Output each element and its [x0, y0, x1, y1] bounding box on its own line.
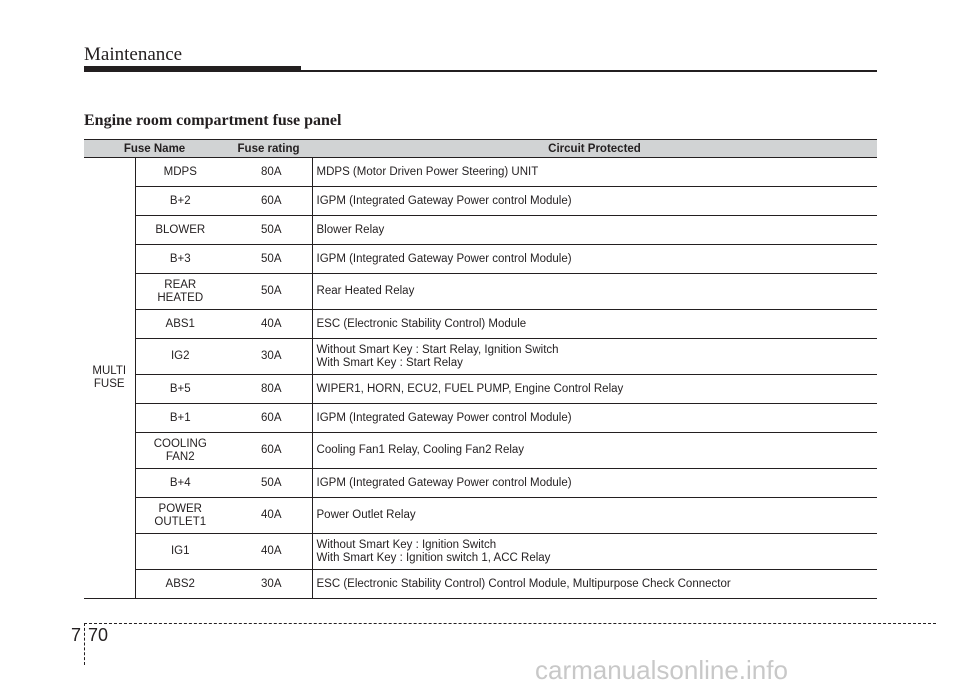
fuse-name-cell — [135, 310, 225, 339]
page-number: 70 — [88, 625, 109, 645]
circuit-protected-cell — [312, 469, 877, 498]
table-row — [84, 274, 877, 310]
fuse-table — [84, 139, 877, 599]
table-row — [84, 433, 877, 469]
fuse-name: ABS1 — [165, 317, 195, 330]
fuse-rating: 40A — [225, 498, 312, 534]
fuse-rating: 50A — [225, 245, 312, 274]
column-header-fuse-name: Fuse Name — [84, 140, 225, 158]
circuit-protected-cell — [312, 310, 877, 339]
table-row — [84, 570, 877, 599]
circuit-protected-cell — [312, 216, 877, 245]
fuse-name: MDPS — [163, 165, 197, 178]
table-row — [84, 187, 877, 216]
circuit-protected-cell — [312, 158, 877, 187]
circuit-protected-cell — [312, 404, 877, 433]
fuse-name: B+4 — [169, 476, 191, 489]
circuit-protected: Without Smart Key : Start Relay, Ignition Switch — [316, 343, 559, 356]
table-row — [84, 310, 877, 339]
column-header-fuse-rating: Fuse rating — [225, 140, 312, 158]
fuse-name-cell — [135, 216, 225, 245]
circuit-protected: With Smart Key : Start Relay — [316, 356, 463, 369]
circuit-protected: IGPM (Integrated Gateway Power control Module) — [316, 476, 572, 489]
fuse-name-cell — [135, 469, 225, 498]
fuse-name: IG1 — [170, 545, 190, 557]
fuse-name: B+2 — [169, 194, 191, 207]
table-row — [84, 158, 877, 187]
fuse-name: REAR — [164, 278, 197, 291]
header-rule-thin — [301, 70, 877, 72]
circuit-protected-cell — [312, 433, 877, 469]
fuse-name-cell — [135, 158, 225, 187]
fuse-name: COOLING — [153, 437, 207, 450]
fuse-rating: 80A — [225, 158, 312, 187]
column-header-circuit-protected: Circuit Protected — [312, 140, 877, 158]
fuse-name: ABS2 — [165, 577, 195, 590]
fuse-name-cell — [135, 245, 225, 274]
table-row — [84, 498, 877, 534]
fuse-name: OUTLET1 — [154, 515, 207, 528]
circuit-protected: IGPM (Integrated Gateway Power control Module) — [316, 194, 572, 207]
fuse-table-body — [84, 158, 877, 599]
table-row — [84, 375, 877, 404]
circuit-protected: With Smart Key : Ignition switch 1, ACC Relay — [316, 551, 551, 564]
fuse-rating: 40A — [225, 310, 312, 339]
fuse-name: B+1 — [169, 411, 191, 424]
fuse-rating: 60A — [225, 187, 312, 216]
fuse-rating: 60A — [225, 404, 312, 433]
table-row — [84, 534, 877, 570]
table-row — [84, 245, 877, 274]
circuit-protected: Blower Relay — [316, 223, 385, 236]
header-rule-thick — [84, 66, 301, 72]
table-row — [84, 216, 877, 245]
table-row — [84, 404, 877, 433]
fuse-group-label — [84, 158, 135, 599]
fuse-name-cell — [135, 339, 225, 375]
circuit-protected: ESC (Electronic Stability Control) Control Module, Multipurpose Check Connector — [316, 577, 731, 590]
circuit-protected: WIPER1, HORN, ECU2, FUEL PUMP, Engine Control Relay — [316, 382, 624, 395]
fuse-name-cell — [135, 404, 225, 433]
circuit-protected-cell — [312, 274, 877, 310]
table-heading: Engine room compartment fuse panel — [84, 112, 342, 129]
fuse-name-cell — [135, 433, 225, 469]
circuit-protected-cell — [312, 187, 877, 216]
fuse-name-cell — [135, 570, 225, 599]
chapter-number: 7 — [71, 625, 82, 645]
fuse-name-cell — [135, 534, 225, 570]
circuit-protected-cell — [312, 498, 877, 534]
circuit-protected: Cooling Fan1 Relay, Cooling Fan2 Relay — [316, 444, 525, 456]
fuse-name: POWER — [158, 502, 202, 515]
table-row — [84, 469, 877, 498]
fuse-group-label-line: MULTI — [92, 365, 127, 377]
circuit-protected: IGPM (Integrated Gateway Power control Module) — [316, 252, 572, 265]
fuse-name: FAN2 — [165, 450, 195, 463]
fuse-name: IG2 — [170, 350, 190, 362]
circuit-protected: MDPS (Motor Driven Power Steering) UNIT — [316, 165, 539, 178]
fuse-group-label-line: FUSE — [93, 378, 125, 390]
circuit-protected-cell — [312, 245, 877, 274]
fuse-name: B+3 — [169, 252, 191, 265]
fuse-name: BLOWER — [155, 223, 206, 236]
fuse-name: HEATED — [157, 291, 204, 304]
circuit-protected: IGPM (Integrated Gateway Power control Module) — [316, 411, 572, 424]
fuse-name-cell — [135, 274, 225, 310]
watermark: carmanualsonline.info — [535, 655, 788, 685]
fuse-rating: 30A — [225, 570, 312, 599]
section-title: Maintenance — [84, 44, 183, 65]
circuit-protected: ESC (Electronic Stability Control) Module — [316, 317, 527, 330]
circuit-protected-cell — [312, 339, 877, 375]
fuse-rating: 60A — [225, 433, 312, 469]
fuse-name-cell — [135, 375, 225, 404]
footer-rule — [84, 623, 936, 624]
fuse-name-cell — [135, 498, 225, 534]
table-header-row — [84, 140, 877, 158]
circuit-protected: Without Smart Key : Ignition Switch — [316, 538, 497, 551]
table-row — [84, 339, 877, 375]
circuit-protected-cell — [312, 534, 877, 570]
fuse-rating: 80A — [225, 375, 312, 404]
fuse-rating: 50A — [225, 216, 312, 245]
fuse-name: B+5 — [169, 382, 191, 395]
circuit-protected: Power Outlet Relay — [316, 509, 416, 521]
fuse-rating: 50A — [225, 274, 312, 310]
fuse-rating: 40A — [225, 534, 312, 570]
fuse-rating: 50A — [225, 469, 312, 498]
fuse-name-cell — [135, 187, 225, 216]
fuse-rating: 30A — [225, 339, 312, 375]
circuit-protected: Rear Heated Relay — [316, 285, 415, 297]
circuit-protected-cell — [312, 375, 877, 404]
footer-divider — [84, 623, 85, 665]
circuit-protected-cell — [312, 570, 877, 599]
